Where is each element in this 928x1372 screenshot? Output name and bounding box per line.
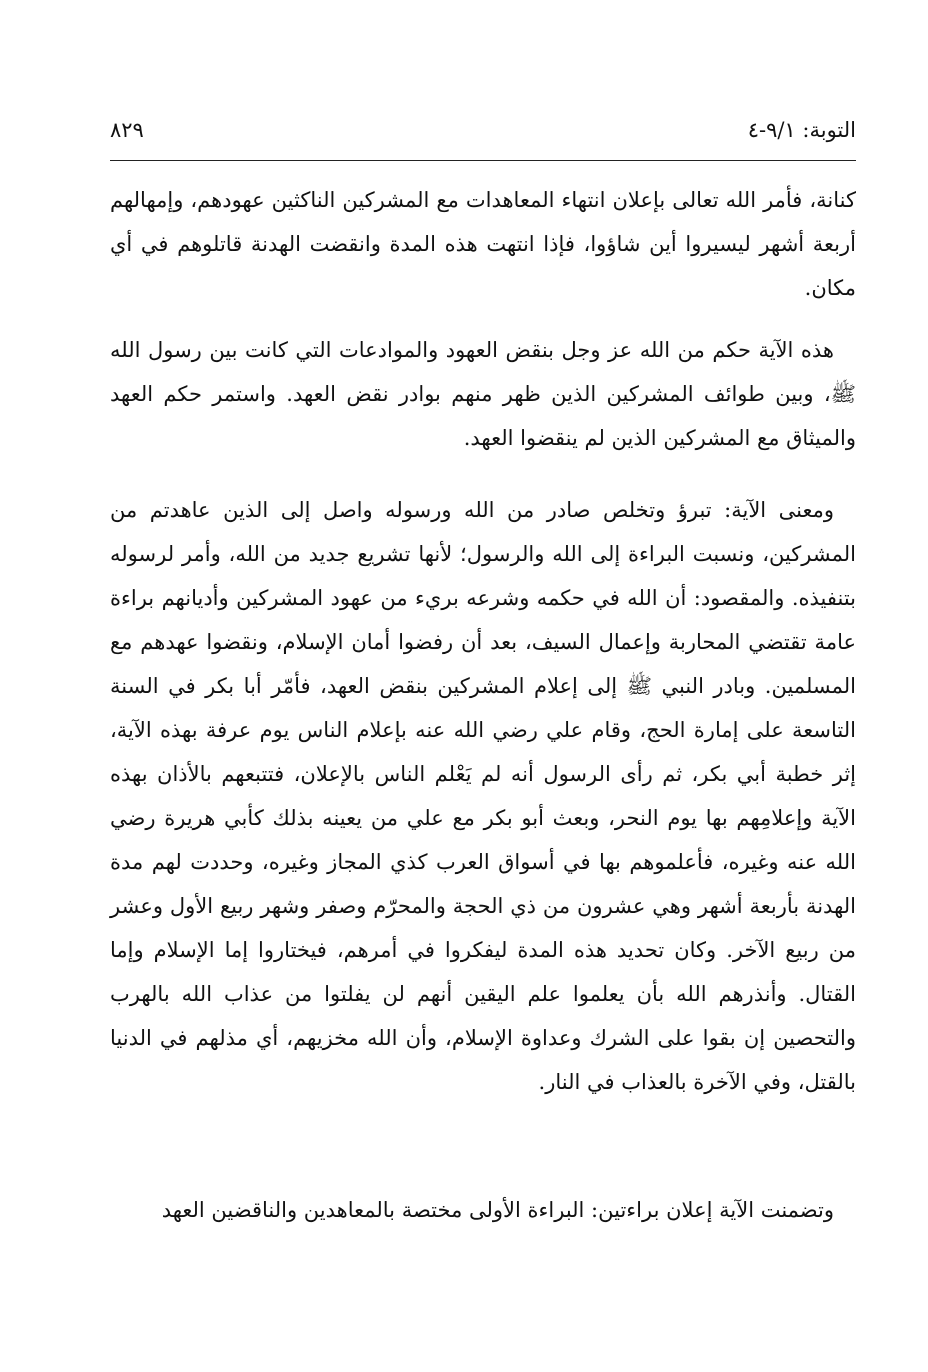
header-rule [110,160,856,161]
paragraph: كنانة، فأمر الله تعالى بإعلان انتهاء المعاهدات مع المشركين الناكثين عهودهم، وإمهالهم أربعة أشهر ليسيروا أين شاؤوا، فإذا انتهت هذه المدة وانقضت الهدنة قاتلوهم في أي مكان. [110,188,856,300]
paragraph: ومعنى الآية: تبرؤ وتخلص صادر من الله ورسوله واصل إلى الذين عاهدتم من المشركين، ونسبت البراءة إلى الله والرسول؛ لأنها تشريع جديد من الله، وأمر لرسوله بتنفيذه. والمقصود: أن الله في حكمه وشرعه بريء من عهود المشركين وأديانهم براءة عامة تقتضي المحاربة وإعمال السيف، بعد أن رفضوا أمان الإسلام، ونقضوا عهدهم مع المسلمين. وبادر النبي ﷺ إلى إعلام المشركين بنقض العهد، فأمّر أبا بكر في السنة التاسعة على إمارة الحج، وقام علي رضي الله عنه بإعلام الناس يوم عرفة بهذه الآية، إثر خطبة أبي بكر، ثم رأى الرسول أنه لم يَعْلم الناس بالإعلان، فتتبعهم بالأذان بهذه الآية وإعلامِهم بها يوم النحر، وبعث أبو بكر مع علي من يعينه بذلك كأبي هريرة رضي الله عنه وغيره، فأعلموهم بها في أسواق العرب كذي المجاز وغيره، وحددت لهم مدة الهدنة بأربعة أشهر وهي عشرون من ذي الحجة والمحرّم وصفر وشهر ربيع الأول وعشر من ربيع الآخر. وكان تحديد هذه المدة ليفكروا في أمرهم، فيختاروا إما الإسلام وإما القتال. وأنذرهم الله بأن يعلموا علم اليقين أنهم لن يفلتوا من عذاب الله بالهرب والتحصين إن بقوا على الشرك وعداوة الإسلام، وأن الله مخزيهم، أي مذلهم في الدنيا بالقتل، وفي الآخرة بالعذاب في النار. [110,498,856,1094]
paragraph: وتضمنت الآية إعلان براءتين: البراءة الأولى مختصة بالمعاهدين والناقضين العهد [161,1198,834,1222]
surah-reference: التوبة: ٩/١-٤ [747,118,856,142]
body-text [110,178,856,1232]
page-number: ٨٢٩ [110,118,144,142]
paragraph: هذه الآية حكم من الله عز وجل بنقض العهود والموادعات التي كانت بين رسول الله ﷺ، وبين طوائف المشركين الذين ظهر منهم بوادر نقض العهد. واستمر حكم العهد والميثاق مع المشركين الذين لم ينقضوا العهد. [110,338,856,450]
running-header [110,118,856,158]
